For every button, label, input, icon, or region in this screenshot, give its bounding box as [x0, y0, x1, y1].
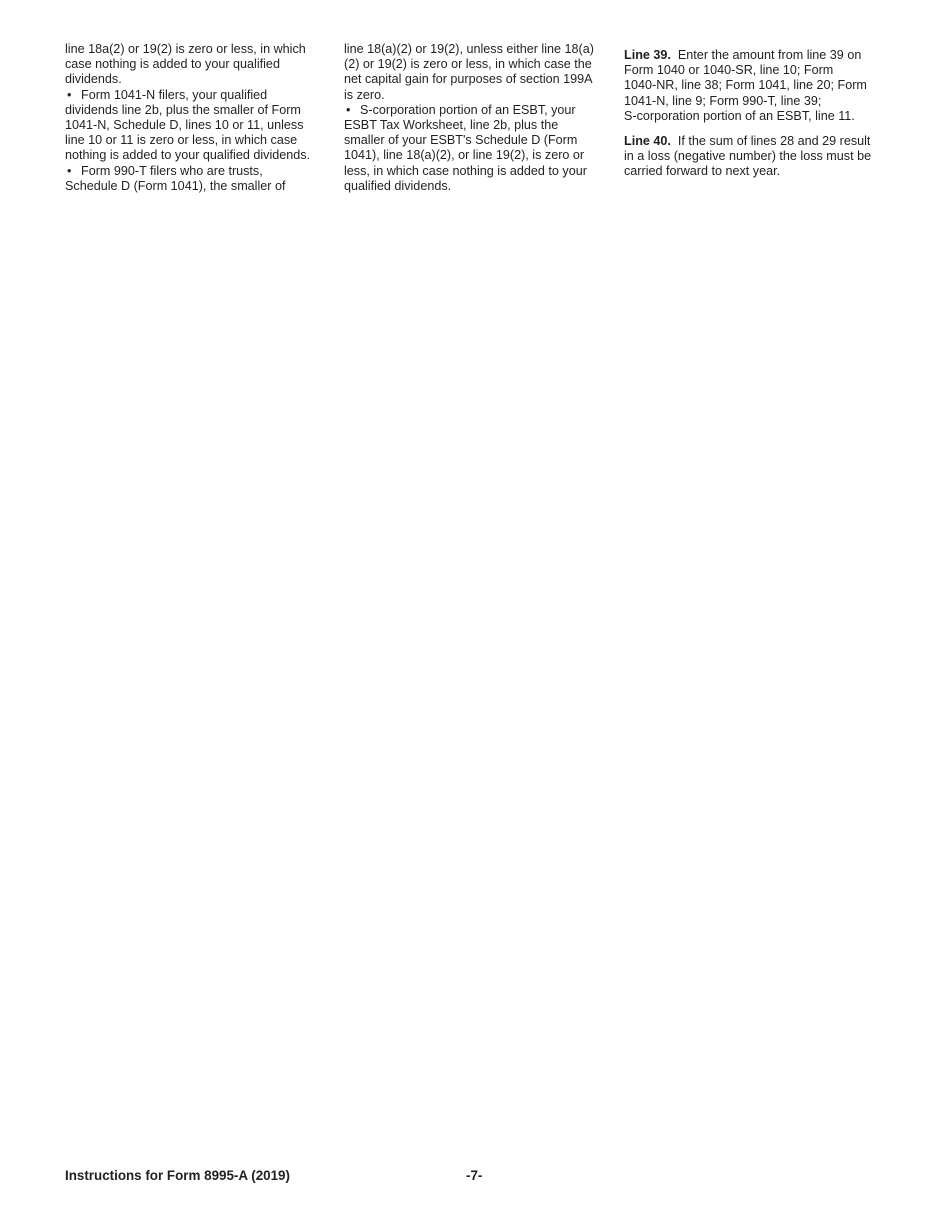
line-40-heading: Line 40.: [624, 134, 671, 149]
line-39-heading: Line 39.: [624, 48, 671, 62]
text-line: line 18(a)(2) or 19(2), unless either line 18(a): [344, 42, 594, 56]
text-line: smaller of your ESBT's Schedule D (Form: [344, 133, 578, 148]
text-line: Form 990-T filers who are trusts,: [81, 163, 263, 178]
text-line: 1041-N, Schedule D, lines 10 or 11, unless: [65, 118, 304, 133]
bullet-item-s-corporation: [344, 103, 608, 118]
text-line: ESBT Tax Worksheet, line 2b, plus the: [344, 118, 559, 133]
footer-form-title: Instructions for Form 8995-A (2019): [65, 1168, 290, 1183]
text-line: carried forward to next year.: [624, 164, 781, 179]
text-line: Form 1041-N filers, your qualified: [81, 87, 268, 102]
bullet-icon: •: [67, 87, 72, 102]
text-line: S-corporation portion of an ESBT, line 11.: [624, 108, 855, 123]
text-line: [624, 134, 886, 149]
text-line: S-corporation portion of an ESBT, your: [360, 102, 576, 117]
text-column-1: [65, 42, 327, 194]
text-line: case nothing is added to your qualified: [65, 57, 280, 72]
text-line: in a loss (negative number) the loss must be: [624, 149, 872, 164]
text-line: 1041-N, line 9; Form 990-T, line 39;: [624, 93, 822, 108]
text-line: is zero.: [344, 87, 385, 102]
text-line: If the sum of lines 28 and 29 result: [677, 134, 871, 149]
text-line: Schedule D (Form 1041), the smaller of: [65, 178, 286, 193]
text-line: less, in which case nothing is added to your: [344, 163, 587, 178]
bullet-item-form-1041-n: [65, 88, 327, 103]
text-line: line 18a(2) or 19(2) is zero or less, in which: [65, 42, 306, 56]
text-line: (2) or 19(2) is zero or less, in which case the: [344, 57, 592, 72]
bullet-icon: •: [346, 102, 351, 117]
text-column-3: [624, 48, 886, 190]
text-line: 1040-NR, line 38; Form 1041, line 20; Form: [624, 78, 867, 93]
text-line: [624, 48, 886, 63]
text-line: qualified dividends.: [344, 178, 452, 193]
text-line: Enter the amount from line 39 on: [677, 48, 862, 62]
text-line: 1041), line 18(a)(2), or line 19(2), is zero or: [344, 148, 585, 163]
text-line: dividends.: [65, 72, 122, 87]
text-line: net capital gain for purposes of section 199A: [344, 72, 593, 87]
page-number: -7-: [466, 1168, 483, 1183]
line-40-paragraph: [624, 134, 886, 180]
text-column-2: [344, 42, 608, 194]
text-line: dividends line 2b, plus the smaller of Form: [65, 102, 301, 117]
bullet-icon: •: [67, 163, 72, 178]
text-line: Form 1040 or 1040-SR, line 10; Form: [624, 63, 834, 78]
text-line: line 10 or 11 is zero or less, in which case: [65, 133, 298, 148]
line-39-paragraph: [624, 48, 886, 124]
bullet-item-form-990-t: [65, 164, 327, 179]
text-line: nothing is added to your qualified dividends.: [65, 148, 311, 163]
